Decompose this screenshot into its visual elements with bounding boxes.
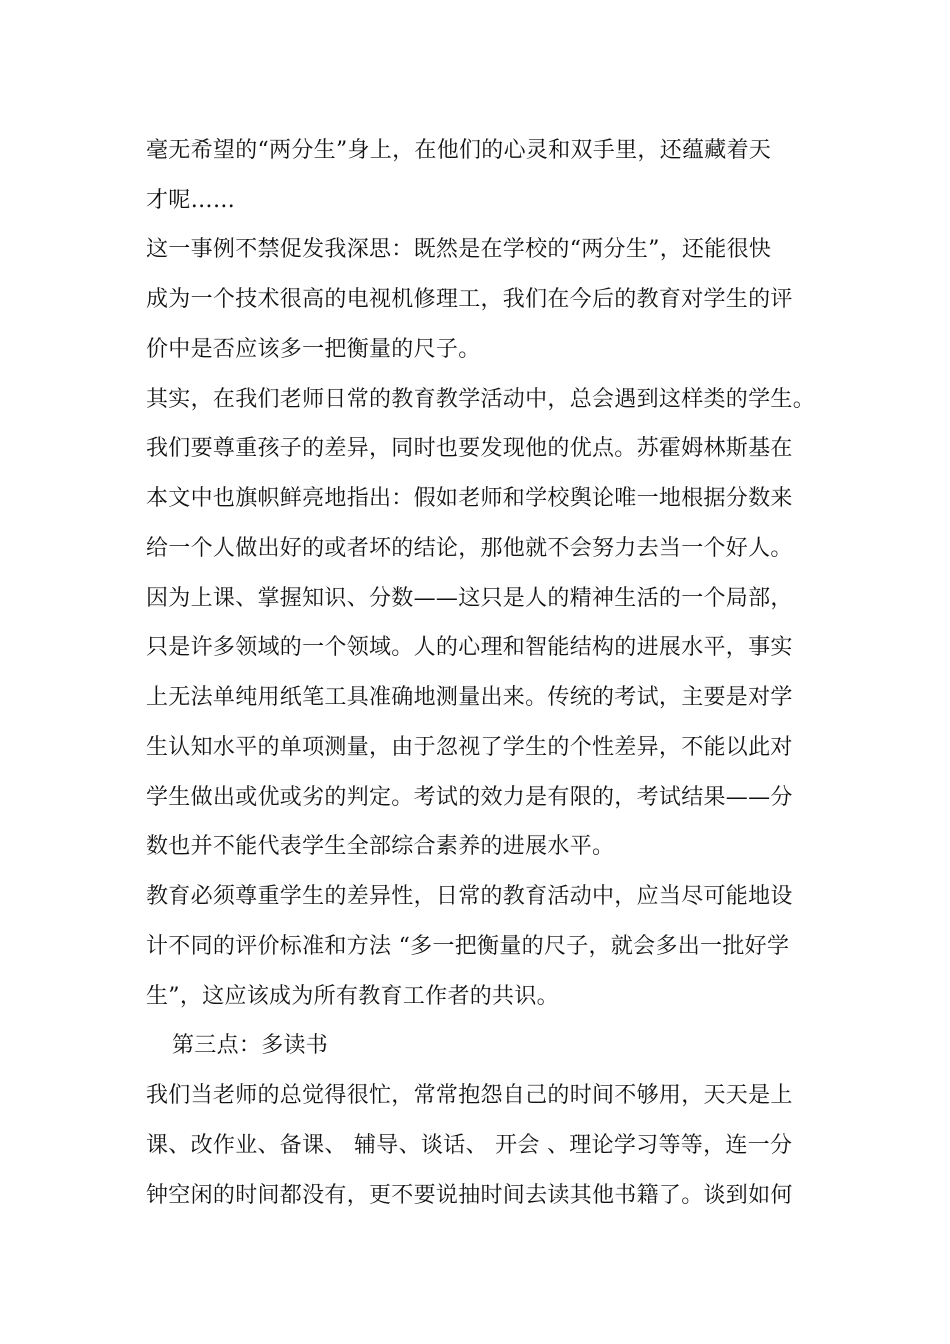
text-line: 生认知水平的单项测量，由于忽视了学生的个性差异，不能以此对 (146, 735, 793, 760)
text-line: 我们当老师的总觉得很忙，常常抱怨自己的时间不够用，天天是上 (146, 1083, 793, 1108)
text-line: 我们要尊重孩子的差异，同时也要发现他的优点。苏霍姆林斯基在 (146, 436, 793, 461)
text-line: 上无法单纯用纸笔工具准确地测量出来。传统的考试，主要是对学 (146, 685, 793, 710)
text-line: 教育必须尊重学生的差异性，日常的教育活动中，应当尽可能地设 (146, 884, 793, 909)
text-line: 课、改作业、备课、 辅导、谈话、 开会 、理论学习等等，连一分 (146, 1133, 793, 1158)
text-line: 因为上课、掌握知识、分数——这只是人的精神生活的一个局部， (146, 586, 793, 611)
text-line: 其实，在我们老师日常的教育教学活动中，总会遇到这样类的学生。 (146, 387, 816, 412)
section-heading: 第三点：多读书 (172, 1033, 329, 1058)
text-line: 只是许多领域的一个领域。人的心理和智能结构的进展水平，事实 (146, 635, 793, 660)
text-line: 计不同的评价标准和方法 “多一把衡量的尺子，就会多出一批好学 (146, 934, 790, 959)
text-line: 给一个人做出好的或者坏的结论，那他就不会努力去当一个好人。 (146, 536, 793, 561)
text-line: 价中是否应该多一把衡量的尺子。 (146, 337, 481, 362)
text-line: 学生做出或优或劣的判定。考试的效力是有限的，考试结果——分 (146, 785, 793, 810)
text-line: 毫无希望的“两分生”身上，在他们的心灵和双手里，还蕴藏着天 (146, 138, 772, 163)
text-line: 钟空闲的时间都没有，更不要说抽时间去读其他书籍了。谈到如何 (146, 1183, 793, 1208)
text-line: 本文中也旗帜鲜亮地指出：假如老师和学校舆论唯一地根据分数来 (146, 486, 793, 511)
text-line: 这一事例不禁促发我深思：既然是在学校的“两分生”，还能很快 (146, 237, 772, 262)
text-line: 成为一个技术很高的电视机修理工，我们在今后的教育对学生的评 (146, 287, 793, 312)
text-line: 才呢…… (146, 188, 236, 213)
text-line: 数也并不能代表学生全部综合素养的进展水平。 (146, 834, 615, 859)
text-line: 生”，这应该成为所有教育工作者的共识。 (146, 984, 559, 1009)
